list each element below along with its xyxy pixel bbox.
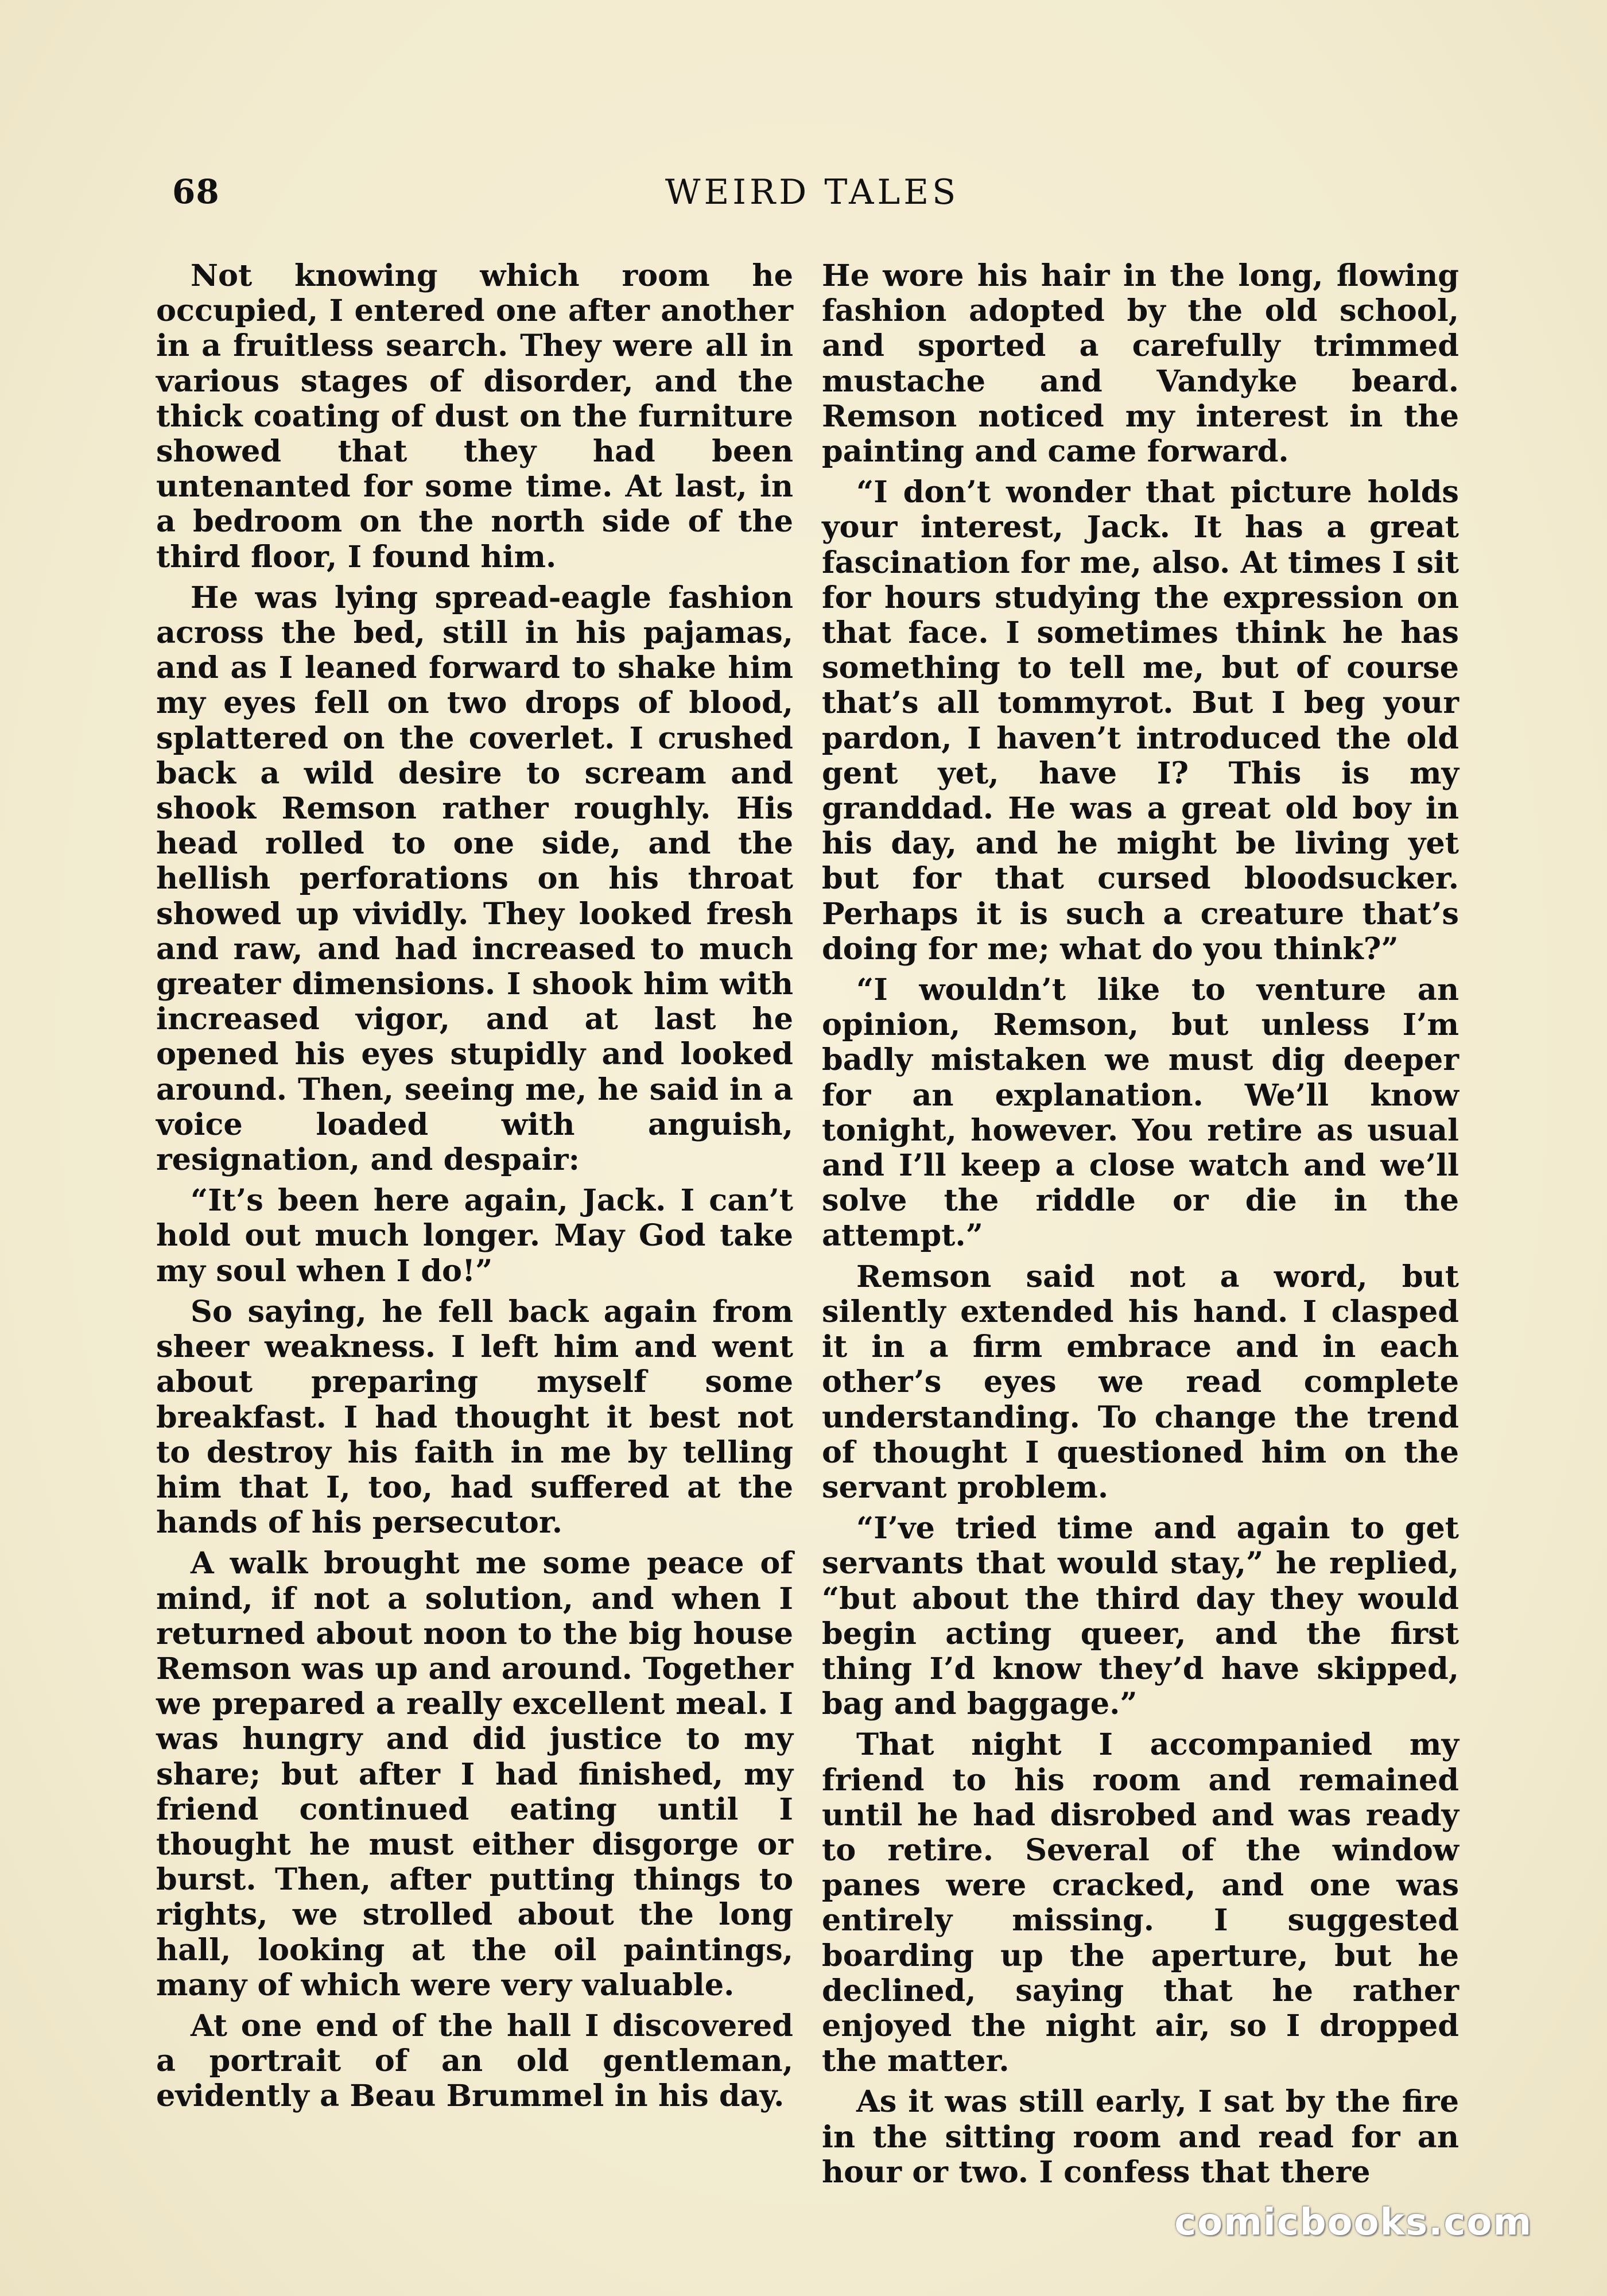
paragraph: At one end of the hall I discovered a portrait of an old gentleman, evidently a Beau Brummel in his day. <box>156 2008 793 2114</box>
paragraph: “It’s been here again, Jack. I can’t hold out much longer. May God take my soul when I do!” <box>156 1183 793 1289</box>
watermark-logo: comicbooks.com <box>1174 2201 1532 2244</box>
paragraph: Remson said not a word, but silently extended his hand. I clasped it in a firm embrace and in each other’s eyes we read complete understanding. To change the trend of thought I questioned him on the servant problem. <box>822 1259 1459 1505</box>
paragraph: “I don’t wonder that picture holds your interest, Jack. It has a great fascination for me, also. At times I sit for hours studying the expression on that face. I sometimes think he has something to tell me, but of course that’s all tommyrot. But I beg your pardon, I haven’t introduced the old gent yet, have I? This is my granddad. He was a great old boy in his day, and he might be living yet but for that cursed bloodsucker. Perhaps it is such a creature that’s doing for me; what do you think?” <box>822 475 1459 967</box>
page-number: 68 <box>172 172 220 211</box>
left-column <box>156 258 793 2120</box>
paragraph-continued: He wore his hair in the long, flowing fashion adopted by the old school, and sported a carefully trimmed mustache and Vandyke beard. Remson noticed my interest in the painting and came forward. <box>822 258 1459 470</box>
paragraph: So saying, he fell back again from sheer weakness. I left him and went about preparing myself some breakfast. I had thought it best not to destroy his faith in me by telling him that I, too, had suffered at the hands of his persecutor. <box>156 1294 793 1541</box>
paragraph: That night I accompanied my friend to his room and remained until he had disrobed and was ready to retire. Several of the window panes were cracked, and one was entirely missing. I suggested boarding up the aperture, but he declined, saying that he rather enjoyed the night air, so I dropped the matter. <box>822 1727 1459 2079</box>
running-head <box>172 172 1452 218</box>
magazine-title: WEIRD TALES <box>665 172 960 212</box>
paragraph: A walk brought me some peace of mind, if not a solution, and when I returned about noon to the big house Remson was up and around. Together we prepared a really excellent meal. I was hungry and did justice to my share; but after I had finished, my friend continued eating until I thought he must either disgorge or burst. Then, after putting things to rights, we strolled about the long hall, looking at the oil paintings, many of which were very valuable. <box>156 1546 793 2003</box>
paragraph: “I’ve tried time and again to get servants that would stay,” he replied, “but about the third day they would begin acting queer, and the first thing I’d know they’d have skipped, bag and baggage.” <box>822 1511 1459 1722</box>
paragraph: Not knowing which room he occupied, I entered one after another in a fruitless search. They were all in various stages of disorder, and the thick coating of dust on the furniture showed that they had been untenanted for some time. At last, in a bedroom on the north side of the third floor, I found him. <box>156 258 793 575</box>
paragraph: “I wouldn’t like to venture an opinion, Remson, but unless I’m badly mistaken we must dig deeper for an explanation. We’ll know tonight, however. You retire as usual and I’ll keep a close watch and we’ll solve the riddle or die in the attempt.” <box>822 972 1459 1254</box>
right-column <box>822 258 1459 2196</box>
paragraph: As it was still early, I sat by the fire in the sitting room and read for an hour or two. I confess that there <box>822 2084 1459 2190</box>
paragraph: He was lying spread-eagle fashion across the bed, still in his pajamas, and as I leaned forward to shake him my eyes fell on two drops of blood, splattered on the coverlet. I crushed back a wild desire to scream and shook Remson rather roughly. His head rolled to one side, and the hellish perforations on his throat showed up vividly. They looked fresh and raw, and had increased to much greater dimensions. I shook him with increased vigor, and at last he opened his eyes stupidly and looked around. Then, seeing me, he said in a voice loaded with anguish, resignation, and despair: <box>156 580 793 1178</box>
